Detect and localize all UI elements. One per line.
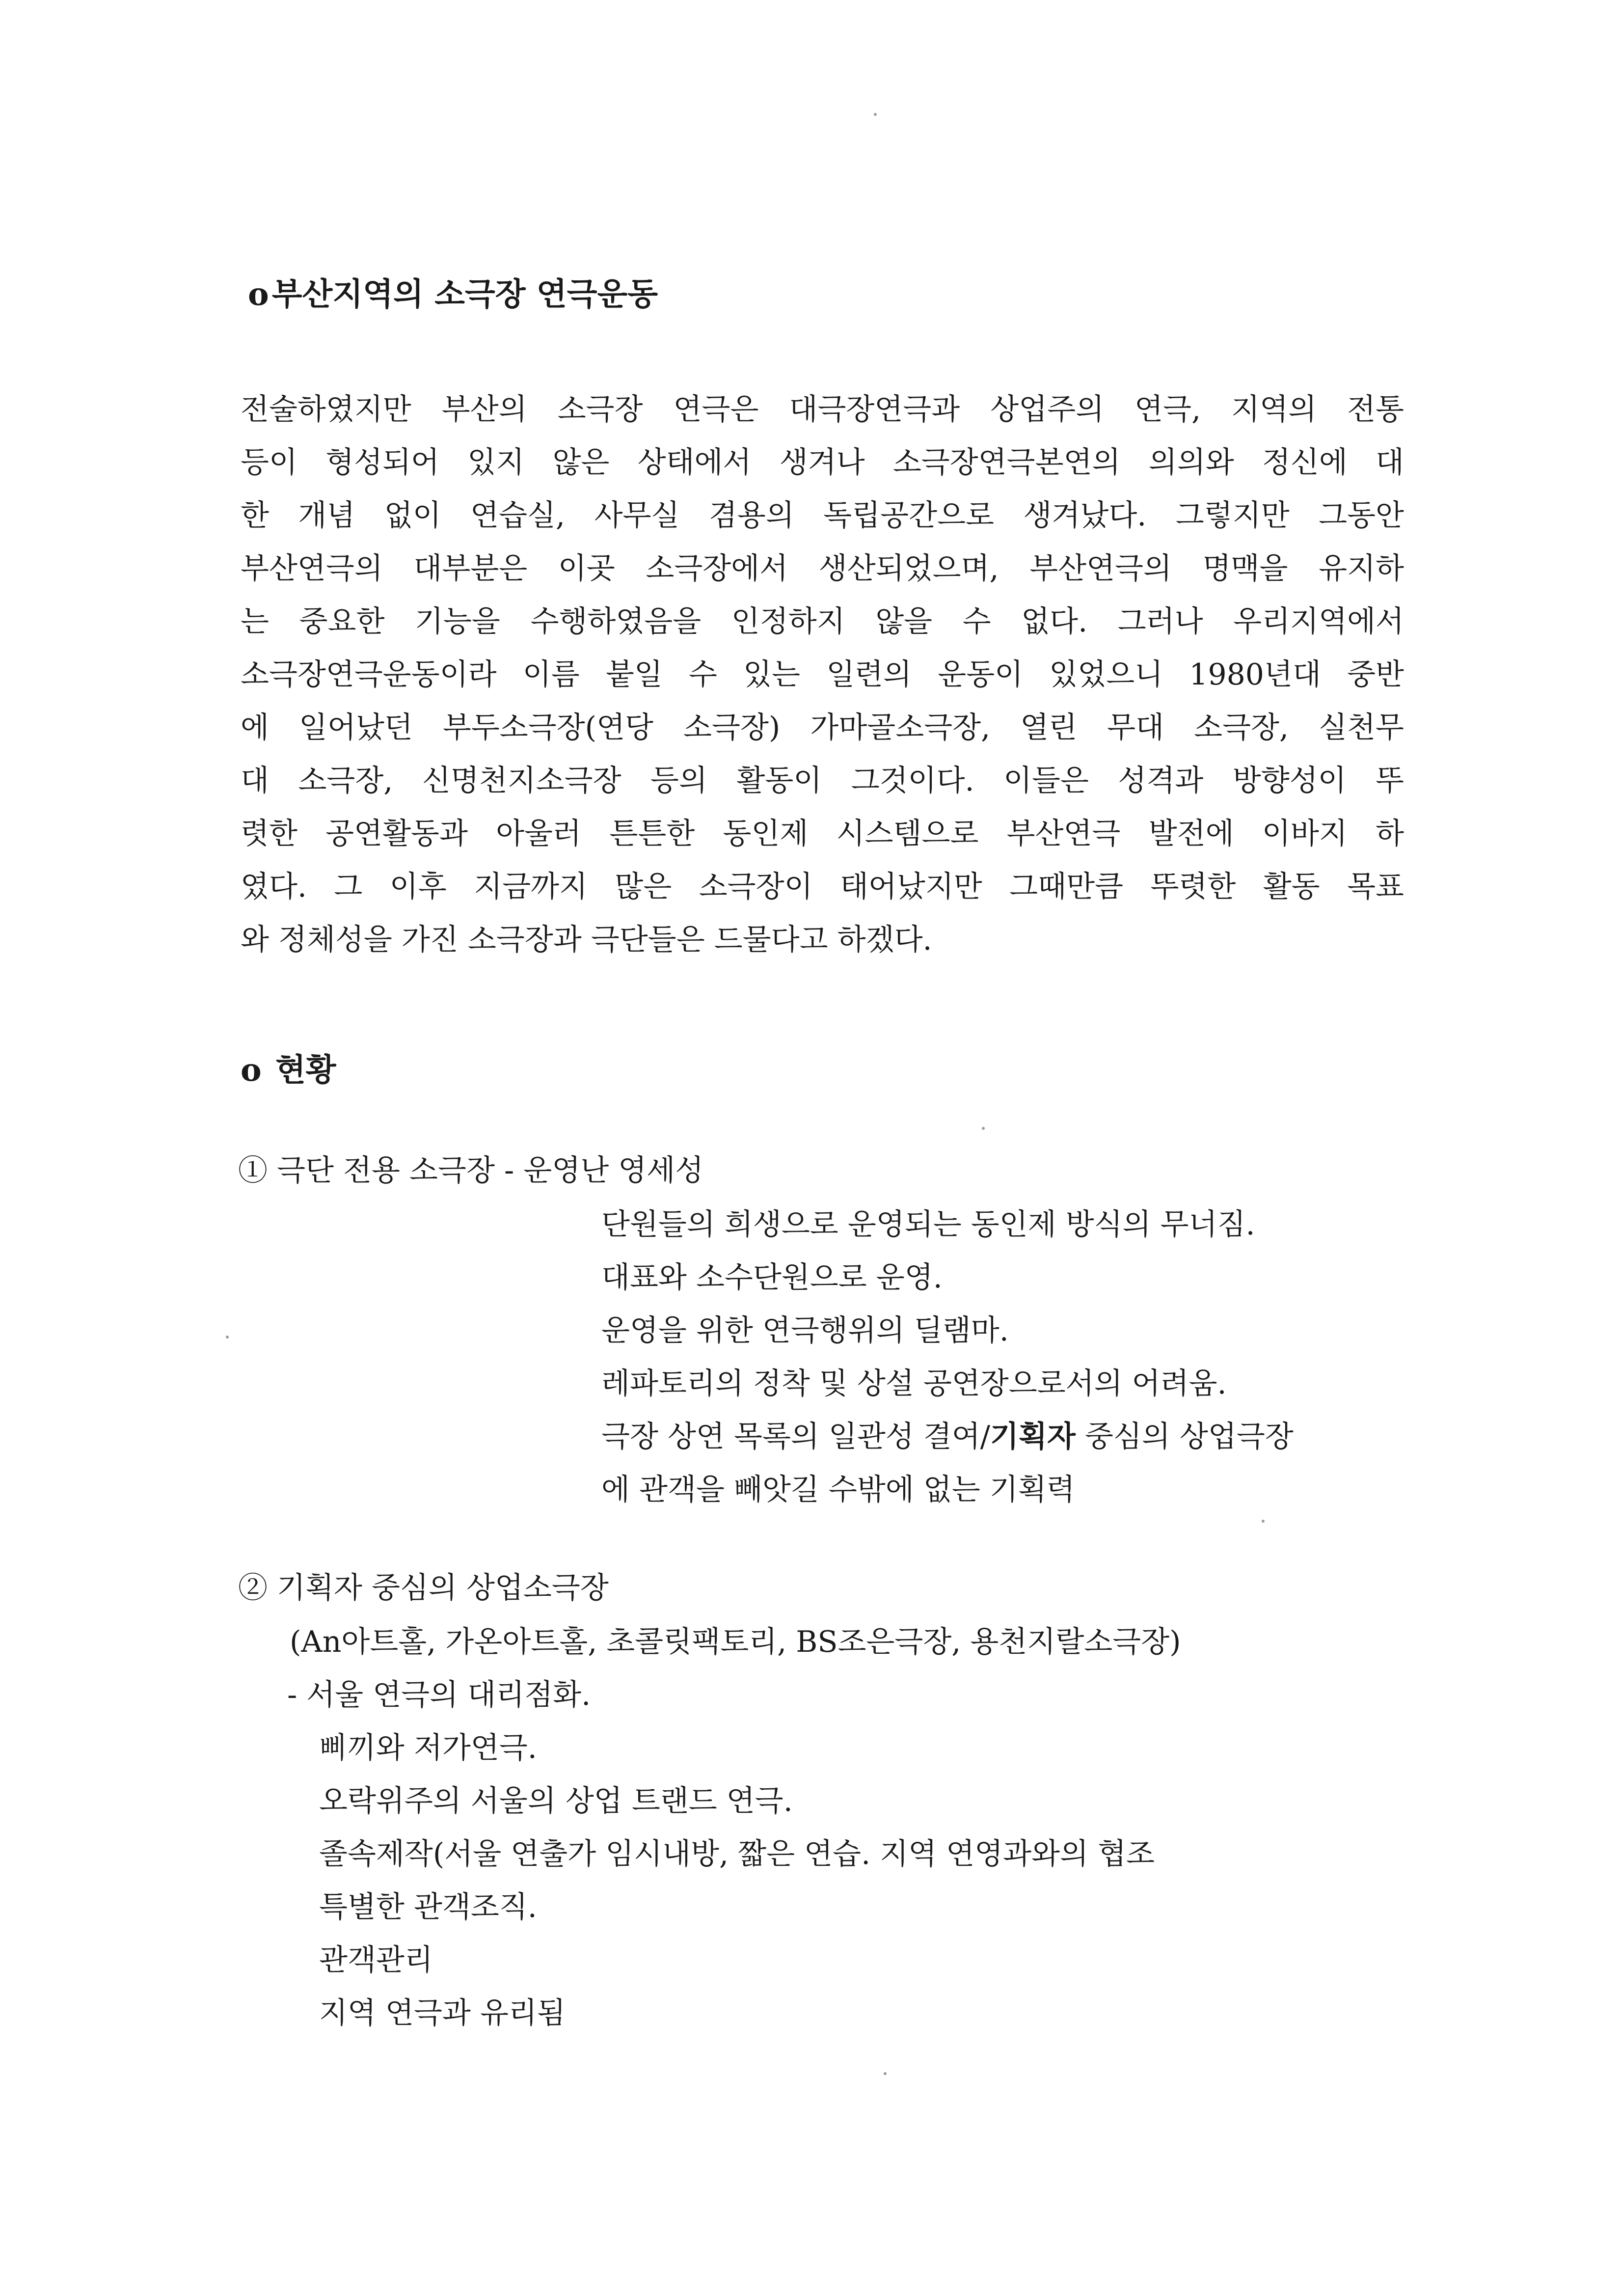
section-paragraph — [241, 383, 1404, 966]
paragraph-line: 에 일어났던 부두소극장(연당 소극장) 가마골소극장, 열린 무대 소극장, 실천무 — [241, 711, 1404, 745]
scan-speck — [874, 113, 877, 116]
section-heading-busan-small-theater — [248, 275, 658, 314]
item-1-detail: 운영을 위한 연극행위의 딜램마. — [601, 1313, 1009, 1348]
item-2-detail: 오락위주의 서울의 상업 트랜드 연극. — [319, 1784, 793, 1818]
scan-speck — [884, 2072, 887, 2075]
item-marker: ① — [238, 1153, 268, 1188]
list-item-1 — [238, 1144, 703, 1197]
item-2-detail: 지역 연극과 유리됨 — [319, 1996, 566, 2030]
paragraph-line: 부산연극의 대부분은 이곳 소극장에서 생산되었으며, 부산연극의 명맥을 유지하 — [241, 551, 1404, 586]
item-2-detail: 관객관리 — [319, 1943, 433, 1977]
item-marker: ② — [238, 1571, 268, 1605]
item-2-detail: 졸속제작(서울 연출가 임시내방, 짧은 연습. 지역 연영과와의 협조 — [319, 1837, 1155, 1871]
paragraph-line: 등이 형성되어 있지 않은 상태에서 생겨나 소극장연극본연의 의의와 정신에 대 — [241, 445, 1404, 480]
detail-bold-text: 기획자 — [990, 1420, 1076, 1454]
heading-bullet: o — [241, 1052, 262, 1089]
scan-speck — [1262, 1520, 1265, 1523]
item-2-detail: 특별한 관객조직. — [319, 1890, 537, 1924]
item-2-dash-line: - 서울 연극의 대리점화. — [287, 1678, 591, 1712]
item-1-detail: 대표와 소수단원으로 운영. — [601, 1260, 943, 1295]
paragraph-line: 였다. 그 이후 지금까지 많은 소극장이 태어났지만 그때만큼 뚜렷한 활동 목표 — [241, 870, 1404, 904]
paragraph-line: 는 중요한 기능을 수행하였음을 인정하지 않을 수 없다. 그러나 우리지역에서 — [241, 604, 1404, 639]
item-1-detail: 레파토리의 정착 및 상설 공연장으로서의 어려움. — [601, 1367, 1227, 1401]
paragraph-line: 와 정체성을 가진 소극장과 극단들은 드물다고 하겠다. — [241, 923, 932, 957]
heading-text: 현황 — [275, 1052, 336, 1089]
section-heading-status — [241, 1051, 336, 1090]
paragraph-line: 대 소극장, 신명천지소극장 등의 활동이 그것이다. 이들은 성격과 방향성이 뚜 — [241, 764, 1404, 798]
item-1-detail: 에 관객을 빼앗길 수밖에 없는 기획력 — [601, 1473, 1075, 1507]
heading-text: 부산지역의 소극장 연극운동 — [271, 276, 658, 313]
detail-text: 극장 상연 목록의 일관성 결여/ — [601, 1420, 991, 1454]
paragraph-line: 전술하였지만 부산의 소극장 연극은 대극장연극과 상업주의 연극, 지역의 전통 — [241, 392, 1404, 427]
paragraph-line: 렷한 공연활동과 아울러 튼튼한 동인제 시스템으로 부산연극 발전에 이바지 하 — [241, 817, 1404, 851]
scan-speck — [226, 1336, 229, 1339]
scan-speck — [982, 1127, 985, 1130]
paragraph-line: 한 개념 없이 연습실, 사무실 겸용의 독립공간으로 생겨났다. 그렇지만 그동안 — [241, 498, 1404, 533]
item-1-detail-mixed — [601, 1410, 1294, 1463]
item-1-detail: 단원들의 희생으로 운영되는 동인제 방식의 무너짐. — [601, 1207, 1255, 1242]
paragraph-line: 소극장연극운동이라 이름 붙일 수 있는 일련의 운동이 있었으니 1980년대 중반 — [241, 657, 1404, 692]
item-label: 기획자 중심의 상업소극장 — [277, 1571, 609, 1605]
item-label: 극단 전용 소극장 - 운영난 영세성 — [277, 1153, 704, 1188]
item-2-detail: 삐끼와 저가연극. — [319, 1731, 537, 1765]
detail-text: 중심의 상업극장 — [1075, 1420, 1294, 1454]
heading-bullet: o — [248, 276, 269, 313]
list-item-2 — [238, 1561, 609, 1614]
item-2-venues: (An아트홀, 가온아트홀, 초콜릿팩토리, BS조은극장, 용천지랄소극장) — [290, 1625, 1181, 1659]
